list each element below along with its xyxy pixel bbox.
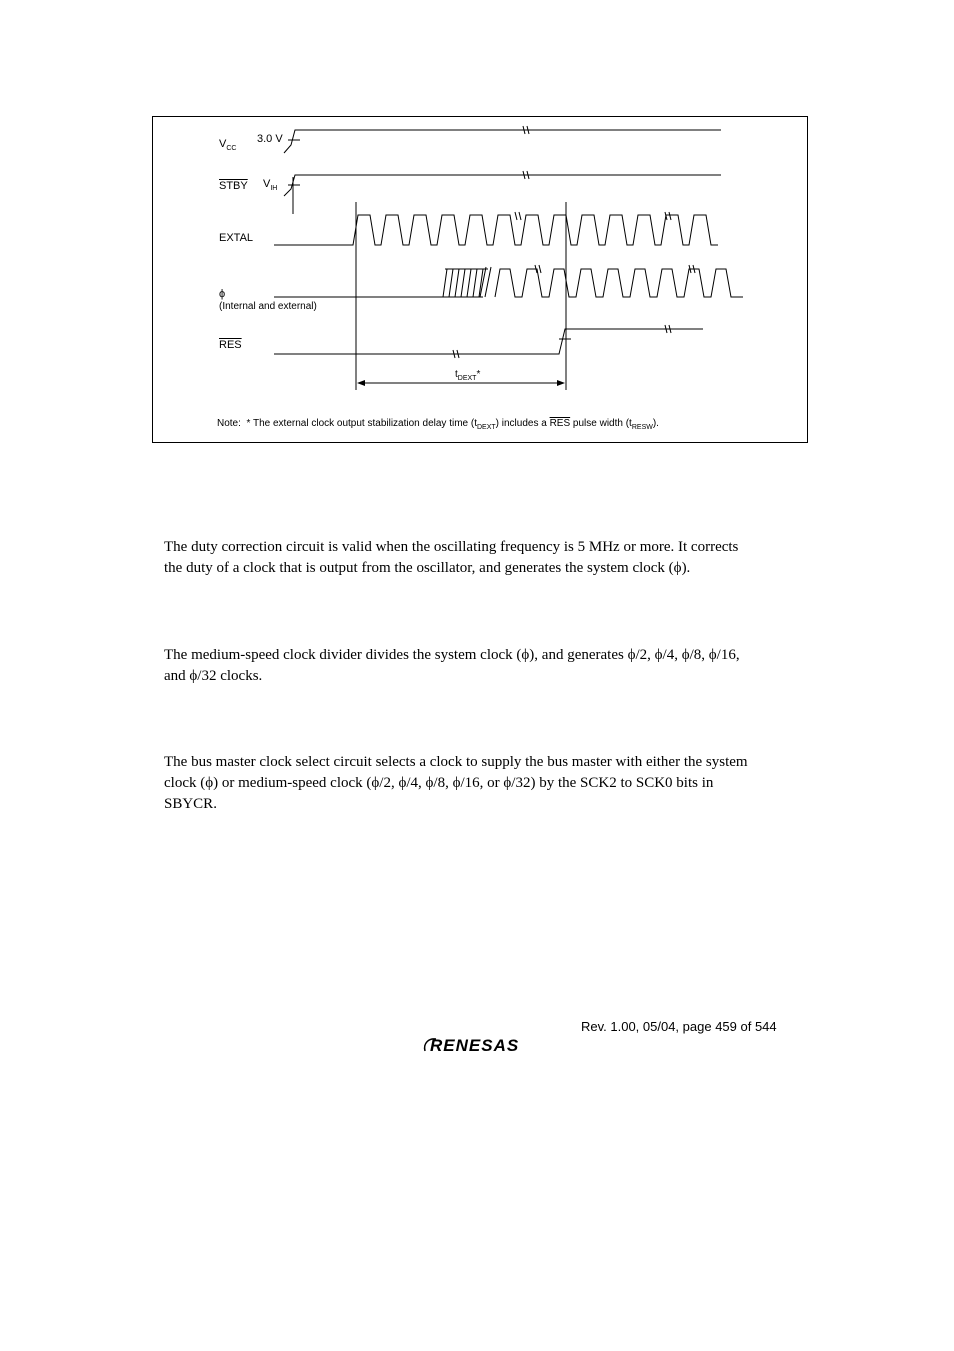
- svg-text:RENESAS: RENESAS: [430, 1036, 520, 1055]
- vcc-level-label: 3.0 V: [257, 133, 283, 145]
- page-info: Rev. 1.00, 05/04, page 459 of 544: [581, 1019, 777, 1034]
- paragraph-line: clock (ϕ) or medium-speed clock (ϕ/2, ϕ/4, ϕ/8, ϕ/16, or ϕ/32) by the SCK2 to SCK0 bits in: [164, 775, 714, 791]
- timing-diagram: [152, 116, 808, 443]
- vcc-label: $V_{CC}$: [219, 138, 237, 153]
- phi-waveform: [495, 269, 743, 297]
- vcc-waveform: [284, 130, 721, 153]
- medium-speed-divider-paragraph: [164, 645, 804, 687]
- extal-label: EXTAL: [219, 232, 254, 244]
- tdext-label: $t_{DEXT}*$: [455, 369, 481, 382]
- bus-master-select-paragraph: [164, 752, 804, 815]
- tdext-arrowhead-right: [557, 380, 565, 386]
- stby-label: STBY: [219, 180, 248, 192]
- break-marks: [453, 126, 695, 358]
- renesas-logo: [422, 1034, 542, 1061]
- res-waveform: [274, 329, 703, 354]
- paragraph-line: The medium-speed clock divider divides the system clock (ϕ), and generates ϕ/2, ϕ/4, ϕ/8, ϕ/16,: [164, 647, 740, 663]
- tdext-arrowhead-left: [357, 380, 365, 386]
- paragraph-line: SBYCR.: [164, 796, 217, 812]
- duty-correction-paragraph: [164, 537, 804, 579]
- res-label: $\overline{RES}$: [219, 339, 242, 351]
- paragraph-line: and ϕ/32 clocks.: [164, 668, 263, 684]
- stby-level-label: $V_{IH}$: [263, 178, 278, 193]
- paragraph-line: The bus master clock select circuit selects a clock to supply the bus master with either the system: [164, 754, 748, 770]
- paragraph-line: the duty of a clock that is output from the oscillator, and generates the system clock (ϕ).: [164, 560, 691, 576]
- phi-description: (Internal and external): [219, 301, 317, 312]
- stby-waveform: [284, 175, 721, 196]
- phi-label: ϕ: [219, 288, 226, 300]
- paragraph-line: The duty correction circuit is valid when the oscillating frequency is 5 MHz or more. It corrects: [164, 539, 739, 555]
- extal-waveform: [274, 215, 718, 245]
- timing-waveforms: [153, 117, 809, 444]
- figure-note: Note: * The external clock output stabilization delay time $(t_{DEXT})$ includes a $\overline{RES}$ pulse width $(t_{RESW})$.: [217, 418, 659, 431]
